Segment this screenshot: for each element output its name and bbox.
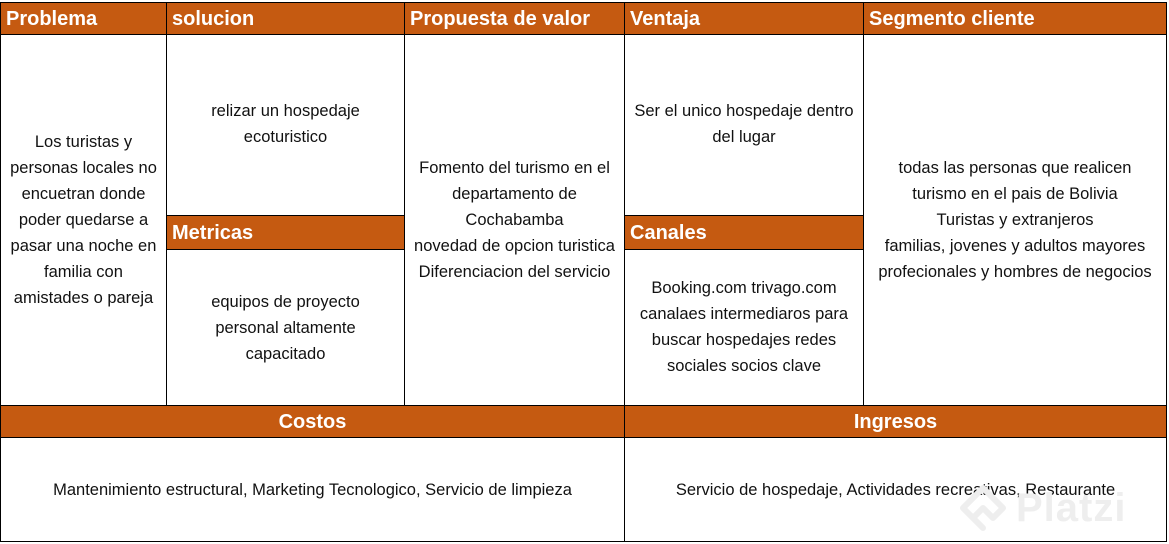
ingresos-text: Servicio de hospedaje, Actividades recreativas, Restaurante (675, 480, 1116, 499)
segmento-title: Segmento cliente (869, 8, 1035, 30)
solucion-title: solucion (172, 8, 255, 30)
metricas-cell (166, 249, 405, 406)
problema-text: Los turistas y personas locales no encuetran donde poder quedarse a pasar una noche en familia con amistades o pareja (10, 133, 157, 307)
costos-title: Costos (278, 411, 347, 433)
canales-text: Booking.com trivago.com canalaes intermediaros para buscar hospedajes redes sociales socios clave (639, 279, 849, 375)
costos-cell (0, 437, 625, 542)
problema-header (0, 2, 167, 35)
ventaja-title: Ventaja (630, 8, 701, 30)
costos-header (0, 405, 625, 438)
propuesta-header (404, 2, 625, 35)
segmento-header (863, 2, 1167, 35)
platzi-watermark-text: Platzi (1016, 485, 1127, 530)
metricas-header (166, 215, 405, 250)
propuesta-title: Propuesta de valor (410, 8, 591, 30)
ingresos-title: Ingresos (853, 411, 938, 433)
propuesta-text: Fomento del turismo en el departamento de Cochabamba novedad de opcion turistica Diferenciacion del servicio (414, 159, 615, 281)
solucion-cell (166, 34, 405, 216)
segmento-text: todas las personas que realicen turismo en el pais de Bolivia Turistas y extranjeros familias, jovenes y adultos mayores profecionales y hombres de negocios (878, 159, 1152, 281)
solucion-text: relizar un hospedaje ecoturistico (211, 102, 360, 146)
ingresos-header (624, 405, 1167, 438)
ingresos-cell (624, 437, 1167, 542)
ventaja-text: Ser el unico hospedaje dentro del lugar (634, 102, 854, 146)
propuesta-cell (404, 34, 625, 406)
segmento-cell (863, 34, 1167, 406)
ventaja-header (624, 2, 864, 35)
problema-title: Problema (6, 8, 98, 30)
ventaja-cell (624, 34, 864, 216)
problema-cell (0, 34, 167, 406)
metricas-text: equipos de proyecto personal altamente capacitado (211, 292, 360, 363)
canales-title: Canales (630, 222, 707, 244)
metricas-title: Metricas (172, 222, 254, 244)
canales-cell (624, 249, 864, 406)
solucion-header (166, 2, 405, 35)
costos-text: Mantenimiento estructural, Marketing Tecnologico, Servicio de limpieza (53, 480, 572, 499)
canales-header (624, 215, 864, 250)
